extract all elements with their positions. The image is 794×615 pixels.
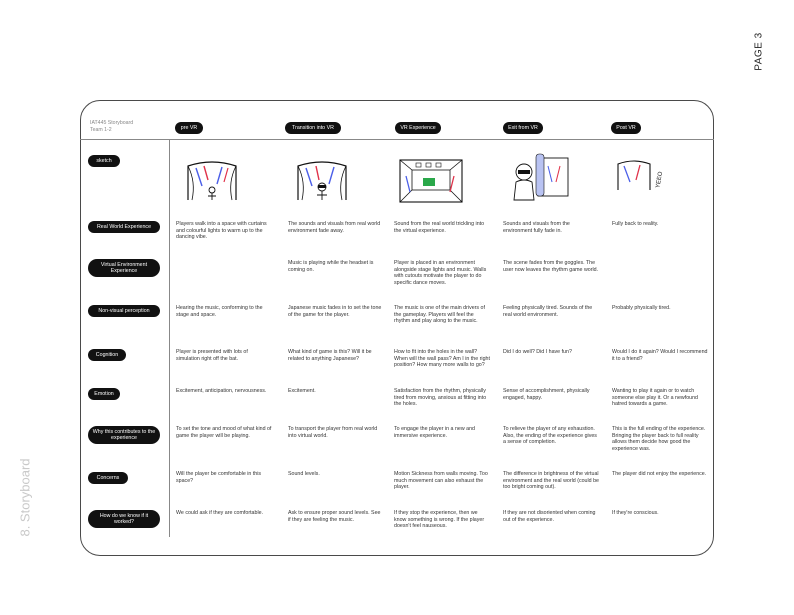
cell-concerns-pre-vr: Will the player be comfortable in this space?	[176, 471, 262, 484]
row-label-how-worked: How do we know if it worked?	[88, 510, 160, 528]
cell-why-post: This is the full ending of the experience. Bringing the player back to full reality allows them decide how good the experience was.	[612, 426, 706, 452]
cell-concerns-post: The player did not enjoy the experience.	[612, 471, 707, 477]
label-column-divider	[169, 139, 170, 537]
pre-vr-sketch	[182, 156, 242, 206]
cell-emotion-pre-vr: Excitement, anticipation, nervousness.	[176, 388, 267, 394]
row-label-concerns: Concerns	[88, 472, 128, 484]
cell-how-exit: If they are not disoriented when coming out of the experience.	[503, 510, 596, 523]
team-number: Team 1-2	[90, 127, 112, 133]
cell-cognition-vr: How to fit into the holes in the wall? When will the wall pass? Am I in the right position? How many more walls to go?	[394, 349, 490, 369]
cell-real-world-transition: The sounds and visuals from real world environment fade away.	[288, 221, 381, 234]
row-label-real-world: Real World Experience	[88, 221, 160, 233]
stage-pre-vr: pre VR	[175, 122, 203, 134]
cell-cognition-transition: What kind of game is this? Will it be related to anything Japanese?	[288, 349, 372, 362]
cell-emotion-transition: Excitement.	[288, 388, 316, 394]
exit-vr-sketch	[508, 152, 570, 206]
cell-nonvisual-vr: The music is one of the main drivers of the gameplay. Players will feel the rhythm and play along to the music.	[394, 305, 485, 325]
cell-virtual-exit: The scene fades from the goggles. The user now leaves the rhythm game world.	[503, 260, 599, 273]
cell-nonvisual-transition: Japanese music fades in to set the tone of the game for the player.	[288, 305, 382, 318]
cell-why-transition: To transport the player from real world into virtual world.	[288, 426, 378, 439]
team-label	[90, 120, 160, 134]
cell-real-world-post: Fully back to reality.	[612, 221, 659, 227]
cell-how-vr: If they stop the experience, then we know something is wrong. If the player doesn't feel nauseous.	[394, 510, 485, 530]
cell-virtual-vr: Player is placed in an environment alongside stage lights and music. Walls with cutouts motivate the player to do specific dance moves.	[394, 260, 487, 286]
cell-how-transition: Ask to ensure proper sound levels. See if they are feeling the music.	[288, 510, 381, 523]
cell-cognition-pre-vr: Player is presented with lots of simulation right off the bat.	[176, 349, 248, 362]
transition-sketch	[292, 156, 352, 206]
cell-emotion-post: Wanting to play it again or to watch someone else play it. Or a newfound hatred towards a game.	[612, 388, 698, 408]
row-label-emotion: Emotion	[88, 388, 120, 400]
cell-real-world-pre-vr: Players walk into a space with curtains and colourful lights to warm up to the dancing vibe.	[176, 221, 267, 241]
row-label-why-contributes: Why this contributes to the experience	[88, 426, 160, 444]
post-vr-caption: YEEO	[655, 171, 665, 189]
course-label: IAT445 Storyboard	[90, 120, 134, 126]
cell-why-pre-vr: To set the tone and mood of what kind of game the player will be playing.	[176, 426, 272, 439]
cell-concerns-transition: Sound levels.	[288, 471, 320, 477]
cell-emotion-vr: Satisfaction from the rhythm, physically tired from moving, anxious at fitting into the holes.	[394, 388, 487, 408]
cell-nonvisual-exit: Feeling physically tired. Sounds of the real world environment.	[503, 305, 593, 318]
cell-how-pre-vr: We could ask if they are comfortable.	[176, 510, 264, 516]
post-vr-sketch	[614, 156, 670, 200]
row-label-cognition: Cognition	[88, 349, 126, 361]
cell-cognition-post: Would I do it again? Would I recommend it to a friend?	[612, 349, 708, 362]
cell-concerns-exit: The difference in brightness of the virtual environment and the real world (could be too bright coming out).	[503, 471, 599, 491]
header-divider	[80, 139, 714, 140]
row-label-sketch: sketch	[88, 155, 120, 167]
cell-emotion-exit: Sense of accomplishment, physically engaged, happy.	[503, 388, 590, 401]
stage-transition-into-vr: Transition into VR	[285, 122, 341, 134]
cell-real-world-vr: Sound from the real world trickling into the virtual experience.	[394, 221, 485, 234]
cell-how-post: If they're conscious.	[612, 510, 659, 516]
cell-real-world-exit: Sounds and visuals from the environment fully fade in.	[503, 221, 570, 234]
row-label-virtual-environment: Virtual Environment Experience	[88, 259, 160, 277]
cell-virtual-transition: Music is playing while the headset is coming on.	[288, 260, 374, 273]
row-label-non-visual: Non-visual perception	[88, 305, 160, 317]
stage-vr-experience: VR Experience	[395, 122, 441, 134]
vr-experience-sketch	[398, 156, 464, 206]
cell-nonvisual-pre-vr: Hearing the music, conforming to the stage and space.	[176, 305, 263, 318]
cell-concerns-vr: Motion Sickness from walls moving. Too much movement can also exhaust the player.	[394, 471, 488, 491]
section-title: 8. Storyboard	[17, 458, 33, 537]
page-number: PAGE 3	[753, 32, 765, 71]
cell-why-exit: To relieve the player of any exhaustion. Also, the ending of the experience gives a sense of completion.	[503, 426, 597, 446]
stage-post-vr: Post VR	[611, 122, 641, 134]
cell-cognition-exit: Did I do well? Did I have fun?	[503, 349, 572, 355]
cell-why-vr: To engage the player in a new and immersive experience.	[394, 426, 475, 439]
cell-nonvisual-post: Probably physically tired.	[612, 305, 671, 311]
stage-exit-from-vr: Exit from VR	[503, 122, 543, 134]
